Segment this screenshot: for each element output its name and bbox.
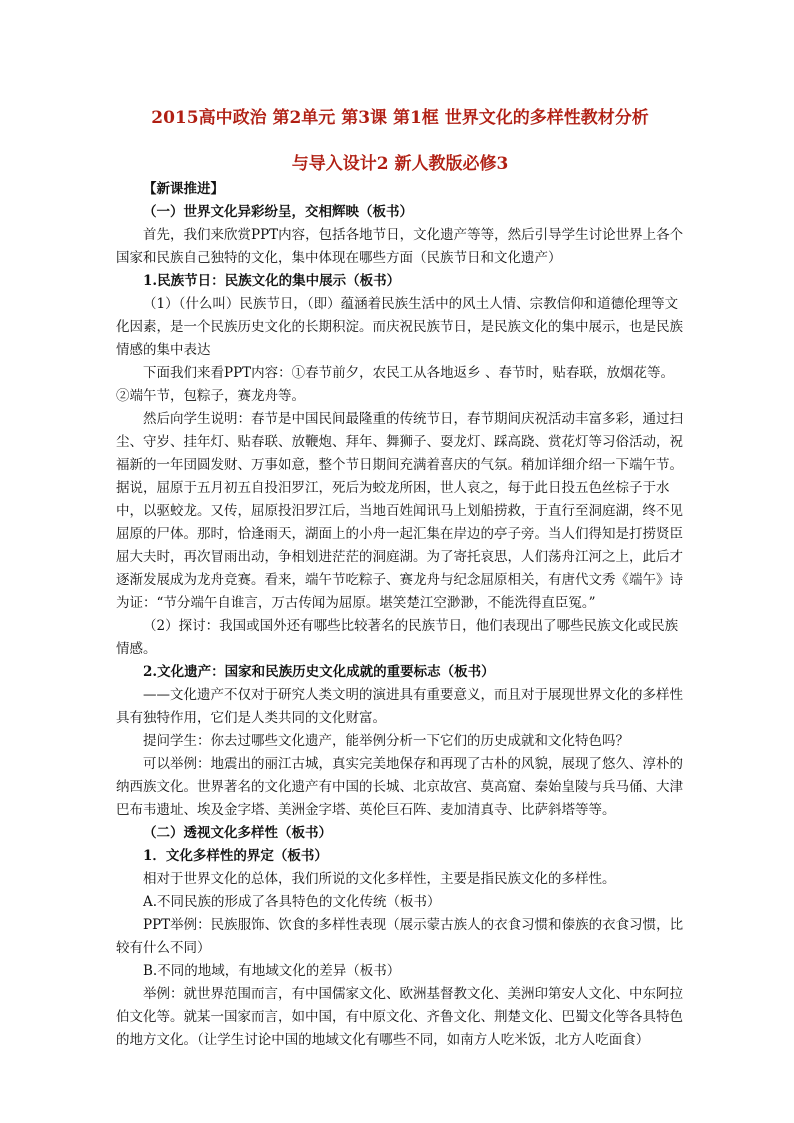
heading-part-1: （一）世界文化异彩纷呈，交相辉映（板书）	[143, 204, 413, 220]
heading-part-2: （二）透视文化多样性（板书）	[143, 825, 332, 841]
paragraph: 首先，我们来欣赏PPT内容，包括各地节日，文化遗产等等，然后引导学生讨论世界上各个国家和民族自己独特的文化，集中体现在哪些方面（民族节日和文化遗产）	[116, 227, 684, 266]
paragraph: 举例：就世界范围而言，有中国儒家文化、欧洲基督教文化、美洲印第安人文化、中东阿拉伯文化等。就某一国家而言，如中国，有中原文化、齐鲁文化、荆楚文化、巴蜀文化等各具特色的地方文化。（让学生讨论中国的地域文化有哪些不同，如南方人吃米饭，北方人吃面食）	[116, 986, 683, 1048]
paragraph: A.不同民族的形成了各具特色的文化传统（板书）	[143, 894, 441, 910]
paragraph: （1）（什么叫）民族节日，（即）蕴涵着民族生活中的风土人情、宗教信仰和道德伦理等文化因素，是一个民族历史文化的长期积淀。而庆祝民族节日，是民族文化的集中展示，也是民族情感的集中表达	[116, 296, 683, 358]
document-body	[116, 178, 686, 1052]
paragraph: ——文化遗产不仅对于研究人类文明的演进具有重要意义，而且对于展现世界文化的多样性具有独特作用，它们是人类共同的文化财富。	[116, 687, 683, 726]
section-label-new-lesson: 【新课推进】	[143, 181, 224, 197]
paragraph: PPT举例：民族服饰、饮食的多样性表现（展示蒙古族人的衣食习惯和傣族的衣食习惯，比较有什么不同）	[116, 917, 684, 956]
heading-definition: 1．文化多样性的界定（板书）	[143, 848, 328, 864]
paragraph: 相对于世界文化的总体，我们所说的文化多样性，主要是指民族文化的多样性。	[143, 871, 616, 887]
paragraph: 提问学生：你去过哪些文化遗产，能举例分析一下它们的历史成就和文化特色吗？	[143, 733, 629, 749]
paragraph: 下面我们来看PPT内容：①春节前夕，农民工从各地返乡 、春节时，贴春联，放烟花等。②端午节，包粽子，赛龙舟等。	[116, 365, 674, 404]
heading-cultural-heritage: 2.文化遗产：国家和民族历史文化成就的重要标志（板书）	[143, 664, 495, 680]
paragraph: （2）探讨：我国或国外还有哪些比较著名的民族节日，他们表现出了哪些民族文化或民族情感。	[116, 618, 679, 657]
heading-ethnic-festivals: 1.民族节日：民族文化的集中展示（板书）	[143, 273, 401, 289]
paragraph: B.不同的地域，有地域文化的差异（板书）	[143, 963, 401, 979]
paragraph: 可以举例：地震出的丽江古城，真实完美地保存和再现了古朴的风貌，展现了悠久、淳朴的纳西族文化。世界著名的文化遗产有中国的长城、北京故宫、莫高窟、秦始皇陵与兵马俑、大津巴布韦遗址、埃及金字塔、美洲金字塔、英伦巨石阵、麦加清真寺、比萨斜塔等等。	[116, 756, 683, 818]
document-title-line-2: 与导入设计2 新人教版必修3	[291, 154, 509, 174]
paragraph: 然后向学生说明：春节是中国民间最隆重的传统节日，春节期间庆祝活动丰富多彩，通过扫尘、守岁、挂年灯、贴春联、放鞭炮、拜年、舞狮子、耍龙灯、踩高跷、赏花灯等习俗活动，祝福新的一年団圆发财、万事如意，整个节日期间充满着喜庆的气氛。稍加详细介绍一下端午节。据说，屈原于五月初五自投汨罗江，死后为蛟龙所困，世人哀之，每于此日投五色丝棕子于水中，以驱蛟龙。又传，屈原投汨罗江后，当地百姓闻讯马上划船捞救，于直行至洞庭湖，终不见屈原的尸体。那时，恰逢雨天，湖面上的小舟一起汇集在岸边的亭子旁。当人们得知是打捞贤臣屈大夫时，再次冒雨出动，争相划进茫茫的洞庭湖。为了寄托哀思，人们荡舟江河之上，此后才逐渐发展成为龙舟竞赛。看来，端午节吃粽子、赛龙舟与纪念屈原相关，有唐代文秀《端午》诗为证：“节分端午自谁言，万古传闻为屈原。堪笑楚江空渺渺，不能洗得直臣冤。”	[116, 411, 683, 611]
document-title-line-1: 2015高中政治 第2单元 第3课 第1框 世界文化的多样性教材分析	[151, 108, 649, 128]
